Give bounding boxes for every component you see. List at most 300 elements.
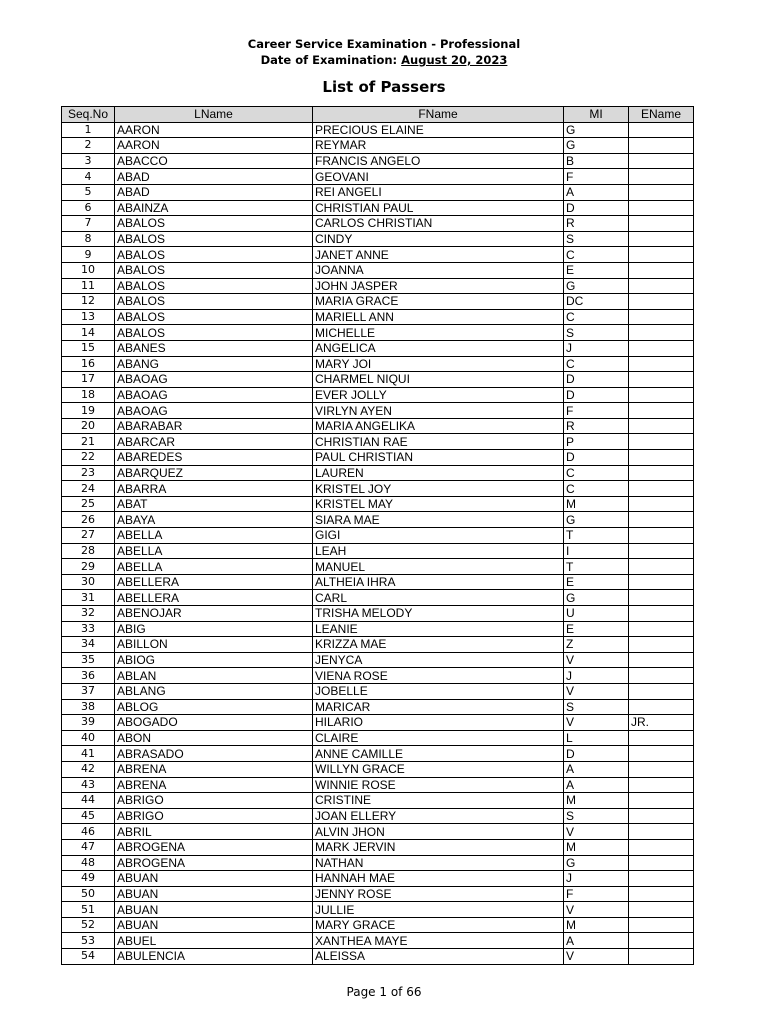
table-row	[62, 699, 694, 715]
table-row	[62, 933, 694, 949]
mi-cell: A	[564, 777, 629, 793]
col-header-seq: Seq.No	[62, 107, 115, 123]
fname-cell: CINDY	[313, 231, 564, 247]
ename-cell	[629, 309, 694, 325]
table-row	[62, 777, 694, 793]
seq-cell: 20	[62, 418, 115, 434]
seq-cell: 42	[62, 761, 115, 777]
lname-cell: ABANES	[115, 340, 313, 356]
seq-cell: 48	[62, 855, 115, 871]
mi-cell: P	[564, 434, 629, 450]
seq-cell: 4	[62, 169, 115, 185]
seq-cell: 45	[62, 808, 115, 824]
fname-cell: MARIA ANGELIKA	[313, 418, 564, 434]
table-row	[62, 590, 694, 606]
ename-cell	[629, 824, 694, 840]
mi-cell: V	[564, 652, 629, 668]
lname-cell: ABALOS	[115, 325, 313, 341]
ename-cell	[629, 418, 694, 434]
seq-cell: 54	[62, 949, 115, 965]
lname-cell: ABAT	[115, 496, 313, 512]
fname-cell: KRISTEL JOY	[313, 481, 564, 497]
fname-cell: MARIA GRACE	[313, 294, 564, 310]
mi-cell: G	[564, 590, 629, 606]
fname-cell: JOANNA	[313, 262, 564, 278]
ename-cell	[629, 122, 694, 138]
mi-cell: C	[564, 356, 629, 372]
table-row	[62, 871, 694, 887]
lname-cell: ABELLERA	[115, 574, 313, 590]
table-row	[62, 917, 694, 933]
seq-cell: 40	[62, 730, 115, 746]
table-row	[62, 606, 694, 622]
fname-cell: MARIELL ANN	[313, 309, 564, 325]
lname-cell: ABRIGO	[115, 793, 313, 809]
lname-cell: ABUAN	[115, 917, 313, 933]
fname-cell: CHARMEL NIQUI	[313, 372, 564, 388]
lname-cell: ABENOJAR	[115, 606, 313, 622]
fname-cell: MARY JOI	[313, 356, 564, 372]
mi-cell: V	[564, 902, 629, 918]
lname-cell: ABLOG	[115, 699, 313, 715]
fname-cell: WINNIE ROSE	[313, 777, 564, 793]
ename-cell	[629, 839, 694, 855]
lname-cell: ABILLON	[115, 637, 313, 653]
table-row	[62, 652, 694, 668]
ename-cell	[629, 886, 694, 902]
mi-cell: S	[564, 808, 629, 824]
lname-cell: ABROGENA	[115, 855, 313, 871]
col-header-mi: MI	[564, 107, 629, 123]
mi-cell: G	[564, 122, 629, 138]
mi-cell: J	[564, 340, 629, 356]
ename-cell: JR.	[629, 715, 694, 731]
fname-cell: ALEISSA	[313, 949, 564, 965]
table-row	[62, 808, 694, 824]
table-header-row	[62, 107, 694, 123]
table-row	[62, 340, 694, 356]
fname-cell: MARICAR	[313, 699, 564, 715]
fname-cell: MARY GRACE	[313, 917, 564, 933]
fname-cell: WILLYN GRACE	[313, 761, 564, 777]
ename-cell	[629, 372, 694, 388]
lname-cell: ABIG	[115, 621, 313, 637]
table-row	[62, 949, 694, 965]
fname-cell: SIARA MAE	[313, 512, 564, 528]
col-header-fname: FName	[313, 107, 564, 123]
mi-cell: M	[564, 496, 629, 512]
fname-cell: MICHELLE	[313, 325, 564, 341]
lname-cell: ABUAN	[115, 871, 313, 887]
ename-cell	[629, 855, 694, 871]
lname-cell: ABAYA	[115, 512, 313, 528]
lname-cell: ABALOS	[115, 294, 313, 310]
exam-date	[0, 53, 768, 67]
seq-cell: 34	[62, 637, 115, 653]
lname-cell: ABARABAR	[115, 418, 313, 434]
lname-cell: ABAOAG	[115, 387, 313, 403]
lname-cell: ABON	[115, 730, 313, 746]
lname-cell: ABRENA	[115, 761, 313, 777]
seq-cell: 50	[62, 886, 115, 902]
mi-cell: F	[564, 403, 629, 419]
table-row	[62, 216, 694, 232]
passers-table	[61, 106, 694, 965]
seq-cell: 11	[62, 278, 115, 294]
seq-cell: 44	[62, 793, 115, 809]
mi-cell: V	[564, 715, 629, 731]
mi-cell: C	[564, 481, 629, 497]
fname-cell: LEANIE	[313, 621, 564, 637]
mi-cell: A	[564, 761, 629, 777]
mi-cell: R	[564, 216, 629, 232]
mi-cell: V	[564, 824, 629, 840]
fname-cell: JENYCA	[313, 652, 564, 668]
ename-cell	[629, 917, 694, 933]
ename-cell	[629, 528, 694, 544]
mi-cell: S	[564, 231, 629, 247]
table-row	[62, 574, 694, 590]
col-header-ename: EName	[629, 107, 694, 123]
ename-cell	[629, 153, 694, 169]
seq-cell: 10	[62, 262, 115, 278]
fname-cell: JOBELLE	[313, 683, 564, 699]
table-row	[62, 715, 694, 731]
ename-cell	[629, 777, 694, 793]
seq-cell: 19	[62, 403, 115, 419]
mi-cell: E	[564, 574, 629, 590]
fname-cell: JANET ANNE	[313, 247, 564, 263]
fname-cell: XANTHEA MAYE	[313, 933, 564, 949]
seq-cell: 41	[62, 746, 115, 762]
table-row	[62, 512, 694, 528]
table-row	[62, 325, 694, 341]
mi-cell: G	[564, 278, 629, 294]
lname-cell: ABARRA	[115, 481, 313, 497]
table-row	[62, 761, 694, 777]
fname-cell: LAUREN	[313, 465, 564, 481]
table-row	[62, 902, 694, 918]
lname-cell: ABRIL	[115, 824, 313, 840]
seq-cell: 27	[62, 528, 115, 544]
mi-cell: S	[564, 699, 629, 715]
seq-cell: 47	[62, 839, 115, 855]
fname-cell: KRISTEL MAY	[313, 496, 564, 512]
mi-cell: B	[564, 153, 629, 169]
ename-cell	[629, 356, 694, 372]
mi-cell: F	[564, 169, 629, 185]
seq-cell: 29	[62, 559, 115, 575]
seq-cell: 25	[62, 496, 115, 512]
seq-cell: 33	[62, 621, 115, 637]
fname-cell: MARK JERVIN	[313, 839, 564, 855]
mi-cell: F	[564, 886, 629, 902]
seq-cell: 3	[62, 153, 115, 169]
lname-cell: ABUAN	[115, 902, 313, 918]
fname-cell: CARL	[313, 590, 564, 606]
table-row	[62, 138, 694, 154]
mi-cell: V	[564, 949, 629, 965]
fname-cell: LEAH	[313, 543, 564, 559]
table-row	[62, 496, 694, 512]
seq-cell: 8	[62, 231, 115, 247]
seq-cell: 7	[62, 216, 115, 232]
lname-cell: ABRASADO	[115, 746, 313, 762]
lname-cell: ABAD	[115, 169, 313, 185]
ename-cell	[629, 668, 694, 684]
table-body	[62, 122, 694, 964]
exam-date-label: Date of Examination:	[260, 53, 402, 67]
ename-cell	[629, 216, 694, 232]
ename-cell	[629, 621, 694, 637]
table-row	[62, 262, 694, 278]
fname-cell: EVER JOLLY	[313, 387, 564, 403]
seq-cell: 12	[62, 294, 115, 310]
seq-cell: 18	[62, 387, 115, 403]
fname-cell: PRECIOUS ELAINE	[313, 122, 564, 138]
seq-cell: 39	[62, 715, 115, 731]
lname-cell: ABRENA	[115, 777, 313, 793]
seq-cell: 2	[62, 138, 115, 154]
seq-cell: 5	[62, 184, 115, 200]
mi-cell: E	[564, 621, 629, 637]
table-row	[62, 621, 694, 637]
lname-cell: ABLAN	[115, 668, 313, 684]
fname-cell: REI ANGELI	[313, 184, 564, 200]
lname-cell: ABALOS	[115, 216, 313, 232]
col-header-lname: LName	[115, 107, 313, 123]
mi-cell: J	[564, 871, 629, 887]
table-row	[62, 309, 694, 325]
exam-title: Career Service Examination - Professional	[247, 37, 521, 51]
lname-cell: AARON	[115, 122, 313, 138]
ename-cell	[629, 465, 694, 481]
ename-cell	[629, 403, 694, 419]
fname-cell: GIGI	[313, 528, 564, 544]
ename-cell	[629, 247, 694, 263]
ename-cell	[629, 699, 694, 715]
fname-cell: CLAIRE	[313, 730, 564, 746]
mi-cell: M	[564, 793, 629, 809]
mi-cell: T	[564, 559, 629, 575]
lname-cell: ABAD	[115, 184, 313, 200]
mi-cell: A	[564, 933, 629, 949]
mi-cell: A	[564, 184, 629, 200]
mi-cell: V	[564, 683, 629, 699]
fname-cell: JOAN ELLERY	[313, 808, 564, 824]
seq-cell: 24	[62, 481, 115, 497]
mi-cell: D	[564, 746, 629, 762]
lname-cell: AARON	[115, 138, 313, 154]
mi-cell: C	[564, 309, 629, 325]
ename-cell	[629, 262, 694, 278]
seq-cell: 37	[62, 683, 115, 699]
mi-cell: D	[564, 450, 629, 466]
seq-cell: 49	[62, 871, 115, 887]
table-row	[62, 278, 694, 294]
lname-cell: ABAINZA	[115, 200, 313, 216]
fname-cell: FRANCIS ANGELO	[313, 153, 564, 169]
seq-cell: 22	[62, 450, 115, 466]
ename-cell	[629, 902, 694, 918]
ename-cell	[629, 574, 694, 590]
mi-cell: D	[564, 200, 629, 216]
seq-cell: 16	[62, 356, 115, 372]
lname-cell: ABALOS	[115, 231, 313, 247]
ename-cell	[629, 808, 694, 824]
seq-cell: 38	[62, 699, 115, 715]
ename-cell	[629, 278, 694, 294]
lname-cell: ABUAN	[115, 886, 313, 902]
lname-cell: ABLANG	[115, 683, 313, 699]
lname-cell: ABOGADO	[115, 715, 313, 731]
table-row	[62, 886, 694, 902]
table-row	[62, 543, 694, 559]
table-row	[62, 184, 694, 200]
seq-cell: 26	[62, 512, 115, 528]
mi-cell: E	[564, 262, 629, 278]
table-row	[62, 356, 694, 372]
mi-cell: S	[564, 325, 629, 341]
table-row	[62, 637, 694, 653]
seq-cell: 23	[62, 465, 115, 481]
lname-cell: ABULENCIA	[115, 949, 313, 965]
fname-cell: KRIZZA MAE	[313, 637, 564, 653]
seq-cell: 46	[62, 824, 115, 840]
lname-cell: ABUEL	[115, 933, 313, 949]
mi-cell: DC	[564, 294, 629, 310]
table-row	[62, 839, 694, 855]
fname-cell: CARLOS CHRISTIAN	[313, 216, 564, 232]
mi-cell: C	[564, 465, 629, 481]
lname-cell: ABARCAR	[115, 434, 313, 450]
ename-cell	[629, 169, 694, 185]
ename-cell	[629, 138, 694, 154]
seq-cell: 9	[62, 247, 115, 263]
mi-cell: M	[564, 917, 629, 933]
fname-cell: ANGELICA	[313, 340, 564, 356]
table-row	[62, 434, 694, 450]
table-row	[62, 231, 694, 247]
seq-cell: 14	[62, 325, 115, 341]
fname-cell: REYMAR	[313, 138, 564, 154]
table-row	[62, 481, 694, 497]
lname-cell: ABROGENA	[115, 839, 313, 855]
seq-cell: 28	[62, 543, 115, 559]
fname-cell: CRISTINE	[313, 793, 564, 809]
lname-cell: ABELLA	[115, 559, 313, 575]
fname-cell: JENNY ROSE	[313, 886, 564, 902]
table-row	[62, 387, 694, 403]
fname-cell: CHRISTIAN RAE	[313, 434, 564, 450]
seq-cell: 43	[62, 777, 115, 793]
ename-cell	[629, 200, 694, 216]
mi-cell: Z	[564, 637, 629, 653]
table-row	[62, 403, 694, 419]
seq-cell: 32	[62, 606, 115, 622]
ename-cell	[629, 590, 694, 606]
ename-cell	[629, 184, 694, 200]
lname-cell: ABAOAG	[115, 403, 313, 419]
ename-cell	[629, 434, 694, 450]
mi-cell: T	[564, 528, 629, 544]
table-row	[62, 668, 694, 684]
ename-cell	[629, 871, 694, 887]
exam-date-value: August 20, 2023	[401, 53, 508, 67]
mi-cell: D	[564, 387, 629, 403]
table-row	[62, 730, 694, 746]
table-row	[62, 294, 694, 310]
lname-cell: ABANG	[115, 356, 313, 372]
ename-cell	[629, 606, 694, 622]
mi-cell: R	[564, 418, 629, 434]
table-row	[62, 153, 694, 169]
seq-cell: 51	[62, 902, 115, 918]
lname-cell: ABALOS	[115, 262, 313, 278]
fname-cell: JOHN JASPER	[313, 278, 564, 294]
ename-cell	[629, 683, 694, 699]
seq-cell: 13	[62, 309, 115, 325]
lname-cell: ABELLA	[115, 528, 313, 544]
fname-cell: VIENA ROSE	[313, 668, 564, 684]
lname-cell: ABAOAG	[115, 372, 313, 388]
seq-cell: 35	[62, 652, 115, 668]
table-row	[62, 683, 694, 699]
lname-cell: ABELLERA	[115, 590, 313, 606]
seq-cell: 31	[62, 590, 115, 606]
lname-cell: ABIOG	[115, 652, 313, 668]
ename-cell	[629, 559, 694, 575]
table-row	[62, 465, 694, 481]
ename-cell	[629, 496, 694, 512]
table-row	[62, 746, 694, 762]
seq-cell: 36	[62, 668, 115, 684]
mi-cell: I	[564, 543, 629, 559]
fname-cell: JULLIE	[313, 902, 564, 918]
table-row	[62, 824, 694, 840]
lname-cell: ABRIGO	[115, 808, 313, 824]
ename-cell	[629, 933, 694, 949]
seq-cell: 15	[62, 340, 115, 356]
table-row	[62, 528, 694, 544]
seq-cell: 21	[62, 434, 115, 450]
table-row	[62, 450, 694, 466]
lname-cell: ABALOS	[115, 278, 313, 294]
mi-cell: C	[564, 247, 629, 263]
mi-cell: U	[564, 606, 629, 622]
ename-cell	[629, 450, 694, 466]
fname-cell: ALTHEIA IHRA	[313, 574, 564, 590]
ename-cell	[629, 543, 694, 559]
table-row	[62, 559, 694, 575]
lname-cell: ABARQUEZ	[115, 465, 313, 481]
mi-cell: L	[564, 730, 629, 746]
table-row	[62, 122, 694, 138]
table-row	[62, 169, 694, 185]
table-row	[62, 247, 694, 263]
fname-cell: ALVIN JHON	[313, 824, 564, 840]
seq-cell: 1	[62, 122, 115, 138]
fname-cell: HILARIO	[313, 715, 564, 731]
seq-cell: 6	[62, 200, 115, 216]
seq-cell: 53	[62, 933, 115, 949]
page-number: Page 1 of 66	[346, 985, 422, 999]
lname-cell: ABAREDES	[115, 450, 313, 466]
mi-cell: D	[564, 372, 629, 388]
fname-cell: HANNAH MAE	[313, 871, 564, 887]
table-row	[62, 200, 694, 216]
fname-cell: VIRLYN AYEN	[313, 403, 564, 419]
